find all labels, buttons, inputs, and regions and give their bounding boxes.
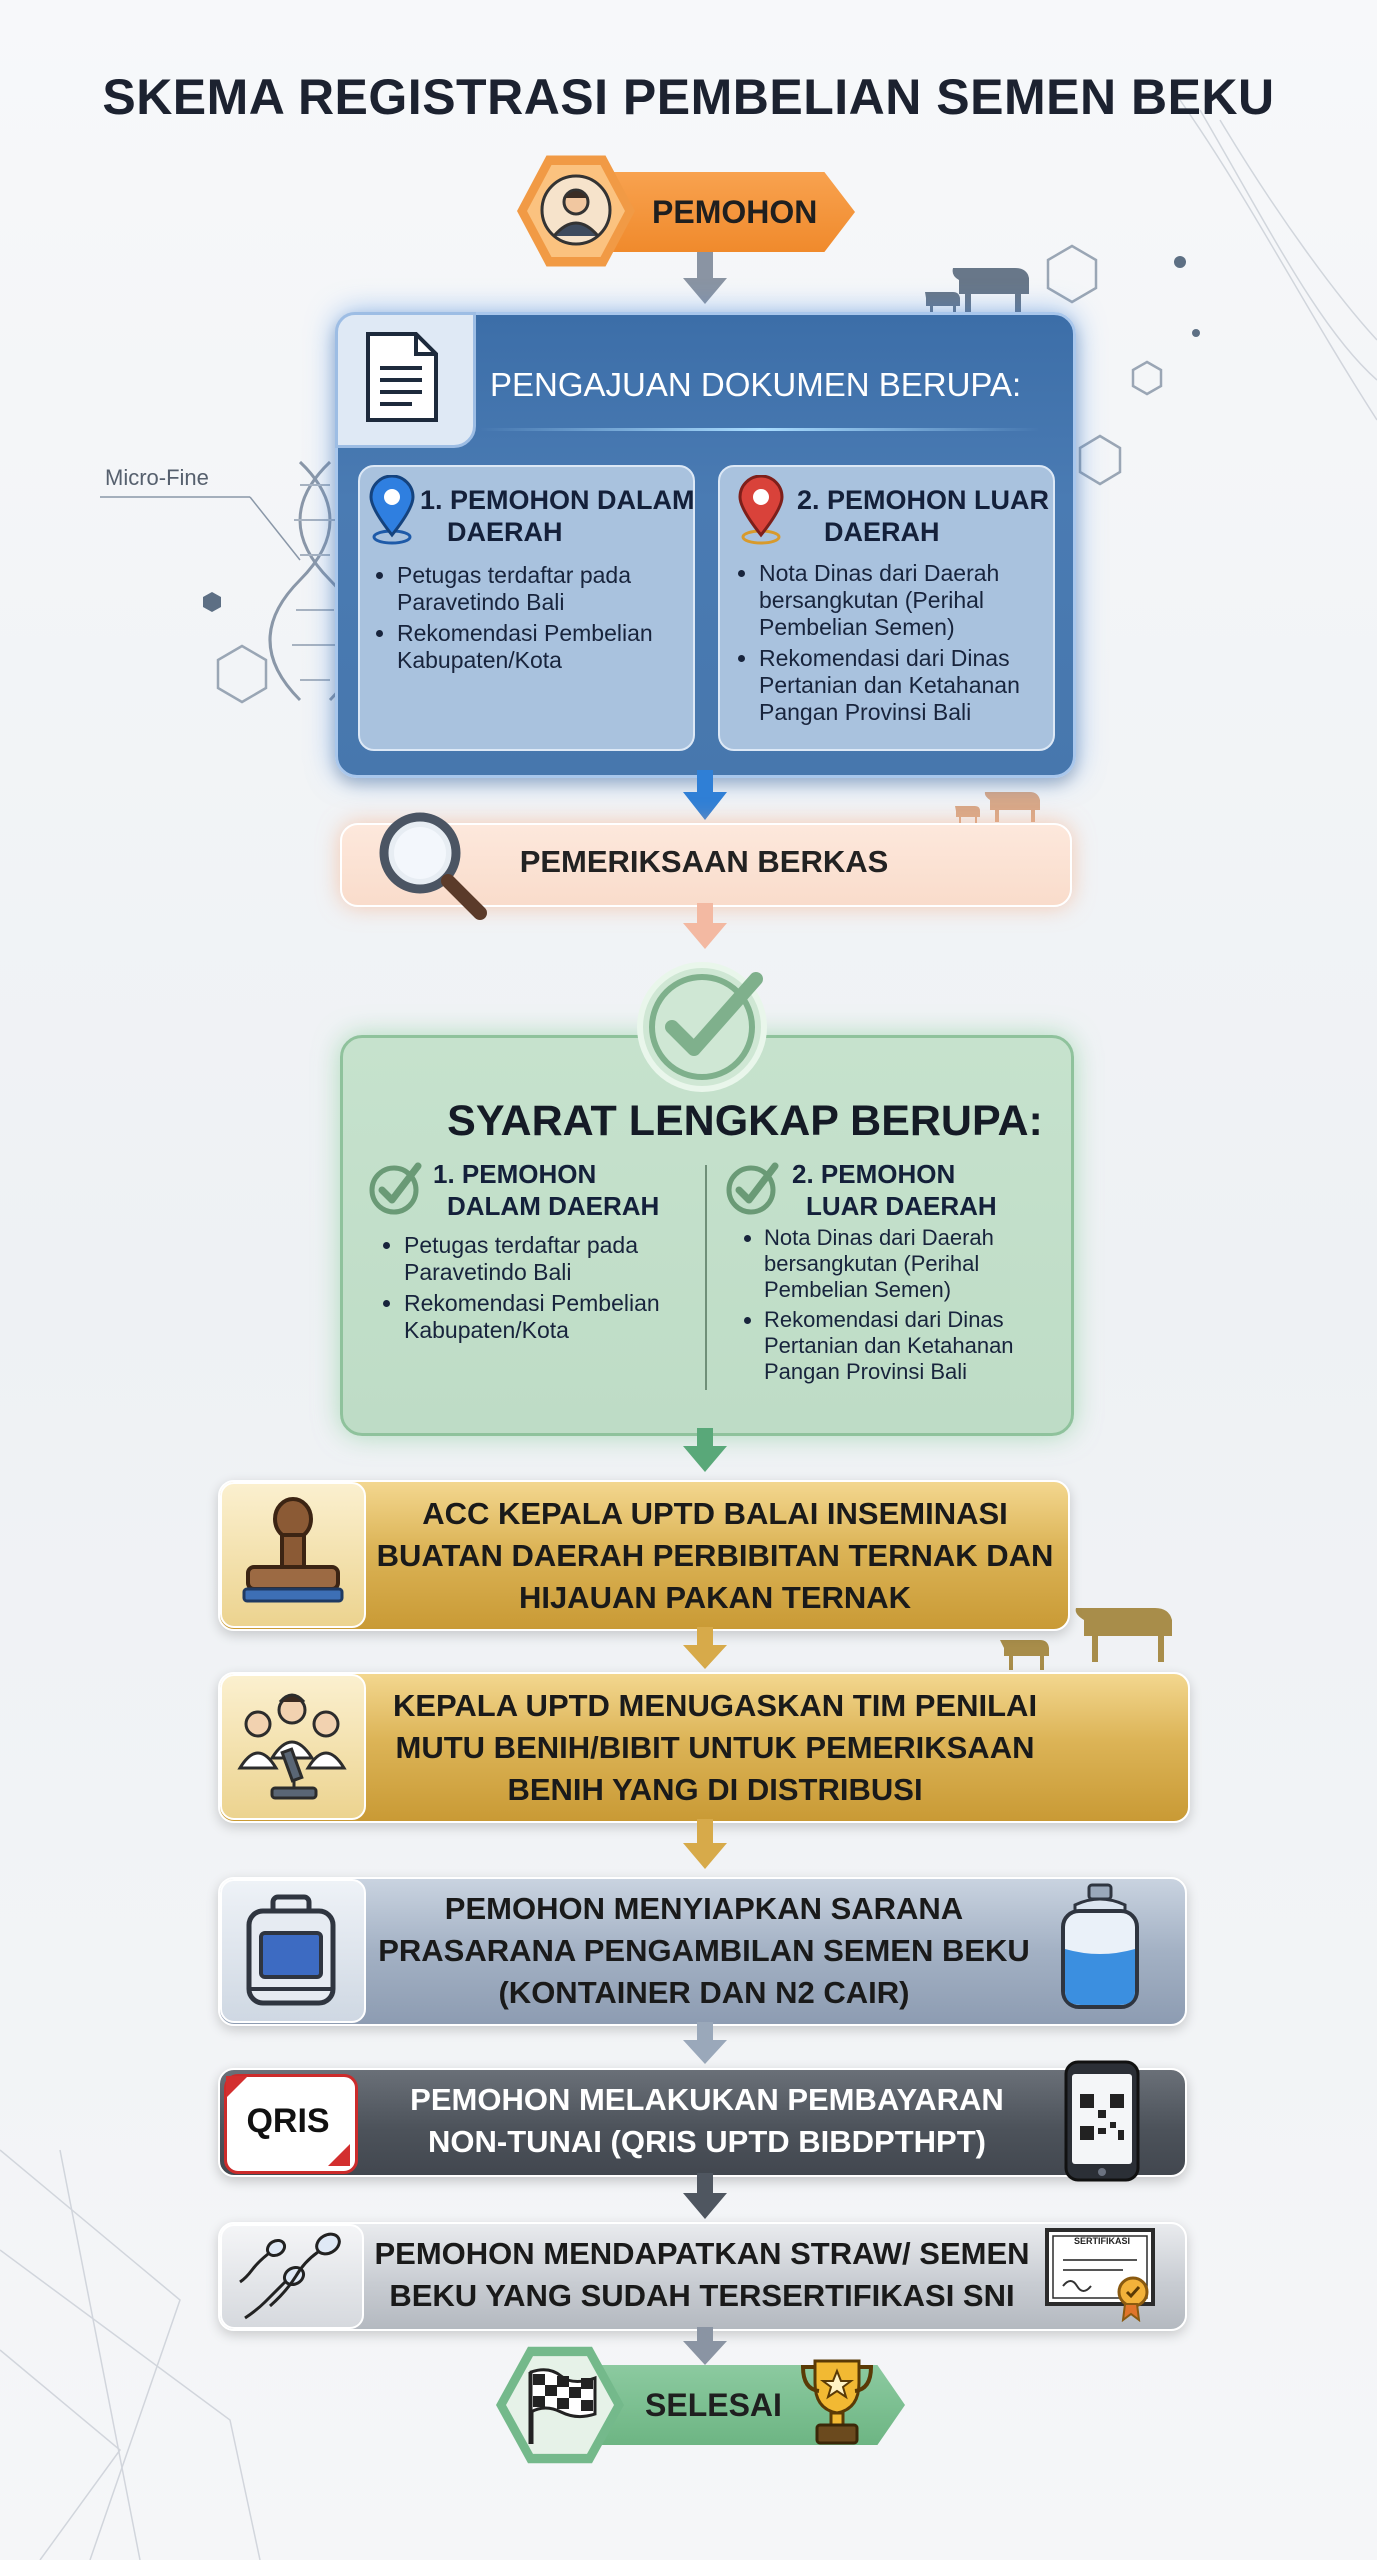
- document-icon: [358, 330, 444, 426]
- start-label: PEMOHON: [652, 194, 818, 230]
- step-team-text: KEPALA UPTD MENUGASKAN TIM PENILAI MUTU BENIH/BIBIT UNTUK PEMERIKSAAN BENIH YANG DI DISTRIBUSI: [392, 1688, 1038, 1807]
- documents-inside-title-1: 1. PEMOHON DALAM: [420, 485, 695, 515]
- person-icon: [538, 170, 614, 250]
- documents-inside-title-2: DAERAH: [447, 517, 563, 547]
- side-label: Micro-Fine: [105, 465, 209, 490]
- checkmark-badge-icon: [630, 955, 780, 1095]
- step-straw-text: PEMOHON MENDAPATKAN STRAW/ SEMEN BEKU YANG SUDAH TERSERTIFIKASI SNI: [374, 2236, 1030, 2313]
- arrow-6: [680, 1819, 730, 1875]
- requirements-outside-list: [742, 1225, 1074, 1389]
- arrow-1: [680, 252, 730, 308]
- nitrogen-tank-icon: [1055, 1883, 1145, 2013]
- list-item: • Rekomendasi Pembelian Kabupaten/Kota: [397, 620, 697, 674]
- check-circle-icon: [368, 1160, 424, 1216]
- documents-outside-list: [737, 560, 1064, 730]
- arrow-9: [680, 2327, 730, 2371]
- list-item: • Rekomendasi Pembelian Kabupaten/Kota: [404, 1290, 709, 1344]
- list-item: • Petugas terdaftar pada Paravetindo Bali: [404, 1232, 709, 1286]
- documents-outside-title-2: DAERAH: [824, 517, 940, 547]
- certificate-label: SERTIFIKASI: [1073, 2236, 1130, 2246]
- documents-divider: [480, 428, 1040, 431]
- list-item: • Nota Dinas dari Daerah bersangkutan (Perihal Pembelian Semen): [764, 1225, 1074, 1303]
- arrow-8: [680, 2173, 730, 2223]
- stamp-icon: [238, 1495, 348, 1615]
- check-label: PEMERIKSAAN BERKAS: [519, 844, 889, 879]
- documents-heading: PENGAJUAN DOKUMEN BERUPA:: [490, 366, 1022, 403]
- requirements-outside-title-2: LUAR DAERAH: [806, 1191, 997, 1221]
- sperm-icon: [238, 2230, 348, 2322]
- requirements-heading: SYARAT LENGKAP BERUPA:: [447, 1097, 1043, 1145]
- documents-outside-title-1: 2. PEMOHON LUAR: [797, 485, 1050, 515]
- end-label: SELESAI: [645, 2387, 782, 2423]
- arrow-4: [680, 1428, 730, 1478]
- arrow-5: [680, 1627, 730, 1675]
- team-microscope-icon: [232, 1688, 352, 1806]
- list-item: • Nota Dinas dari Daerah bersangkutan (Perihal Pembelian Semen): [759, 560, 1064, 641]
- requirements-outside-title-1: 2. PEMOHON: [792, 1159, 956, 1189]
- list-item: • Rekomendasi dari Dinas Pertanian dan Ketahanan Pangan Provinsi Bali: [764, 1307, 1074, 1385]
- list-item: • Rekomendasi dari Dinas Pertanian dan Ketahanan Pangan Provinsi Bali: [759, 645, 1064, 726]
- arrow-7: [680, 2022, 730, 2070]
- svg-text:QRIS: QRIS: [246, 2102, 330, 2140]
- documents-inside-list: [375, 562, 697, 678]
- requirements-inside-title-2: DALAM DAERAH: [447, 1191, 660, 1221]
- step-container-text: PEMOHON MENYIAPKAN SARANA PRASARANA PENGAMBILAN SEMEN BEKU (KONTAINER DAN N2 CAIR): [378, 1891, 1030, 2010]
- trophy-icon: [797, 2355, 877, 2451]
- check-circle-icon: [725, 1160, 781, 1216]
- checkered-flag-icon: [517, 2362, 603, 2448]
- page-title: SKEMA REGISTRASI PEMBELIAN SEMEN BEKU: [102, 69, 1275, 125]
- requirements-inside-title-1: 1. PEMOHON: [433, 1159, 597, 1189]
- container-icon: [243, 1893, 339, 2009]
- location-pin-blue-icon: [367, 475, 417, 545]
- requirements-inside-list: [382, 1232, 709, 1348]
- location-pin-red-icon: [736, 475, 786, 545]
- step-acc-text: ACC KEPALA UPTD BALAI INSEMINASI BUATAN DAERAH PERBIBITAN TERNAK DAN HIJAUAN PAKAN TERNAK: [376, 1496, 1054, 1615]
- phone-qr-icon: [1062, 2058, 1142, 2184]
- arrow-3: [680, 903, 730, 953]
- step-payment-text: PEMOHON MELAKUKAN PEMBAYARAN NON-TUNAI (QRIS UPTD BIBDPTHPT): [410, 2082, 1004, 2159]
- qris-logo-icon: [226, 2076, 350, 2166]
- arrow-2: [680, 770, 730, 826]
- list-item: • Petugas terdaftar pada Paravetindo Bali: [397, 562, 697, 616]
